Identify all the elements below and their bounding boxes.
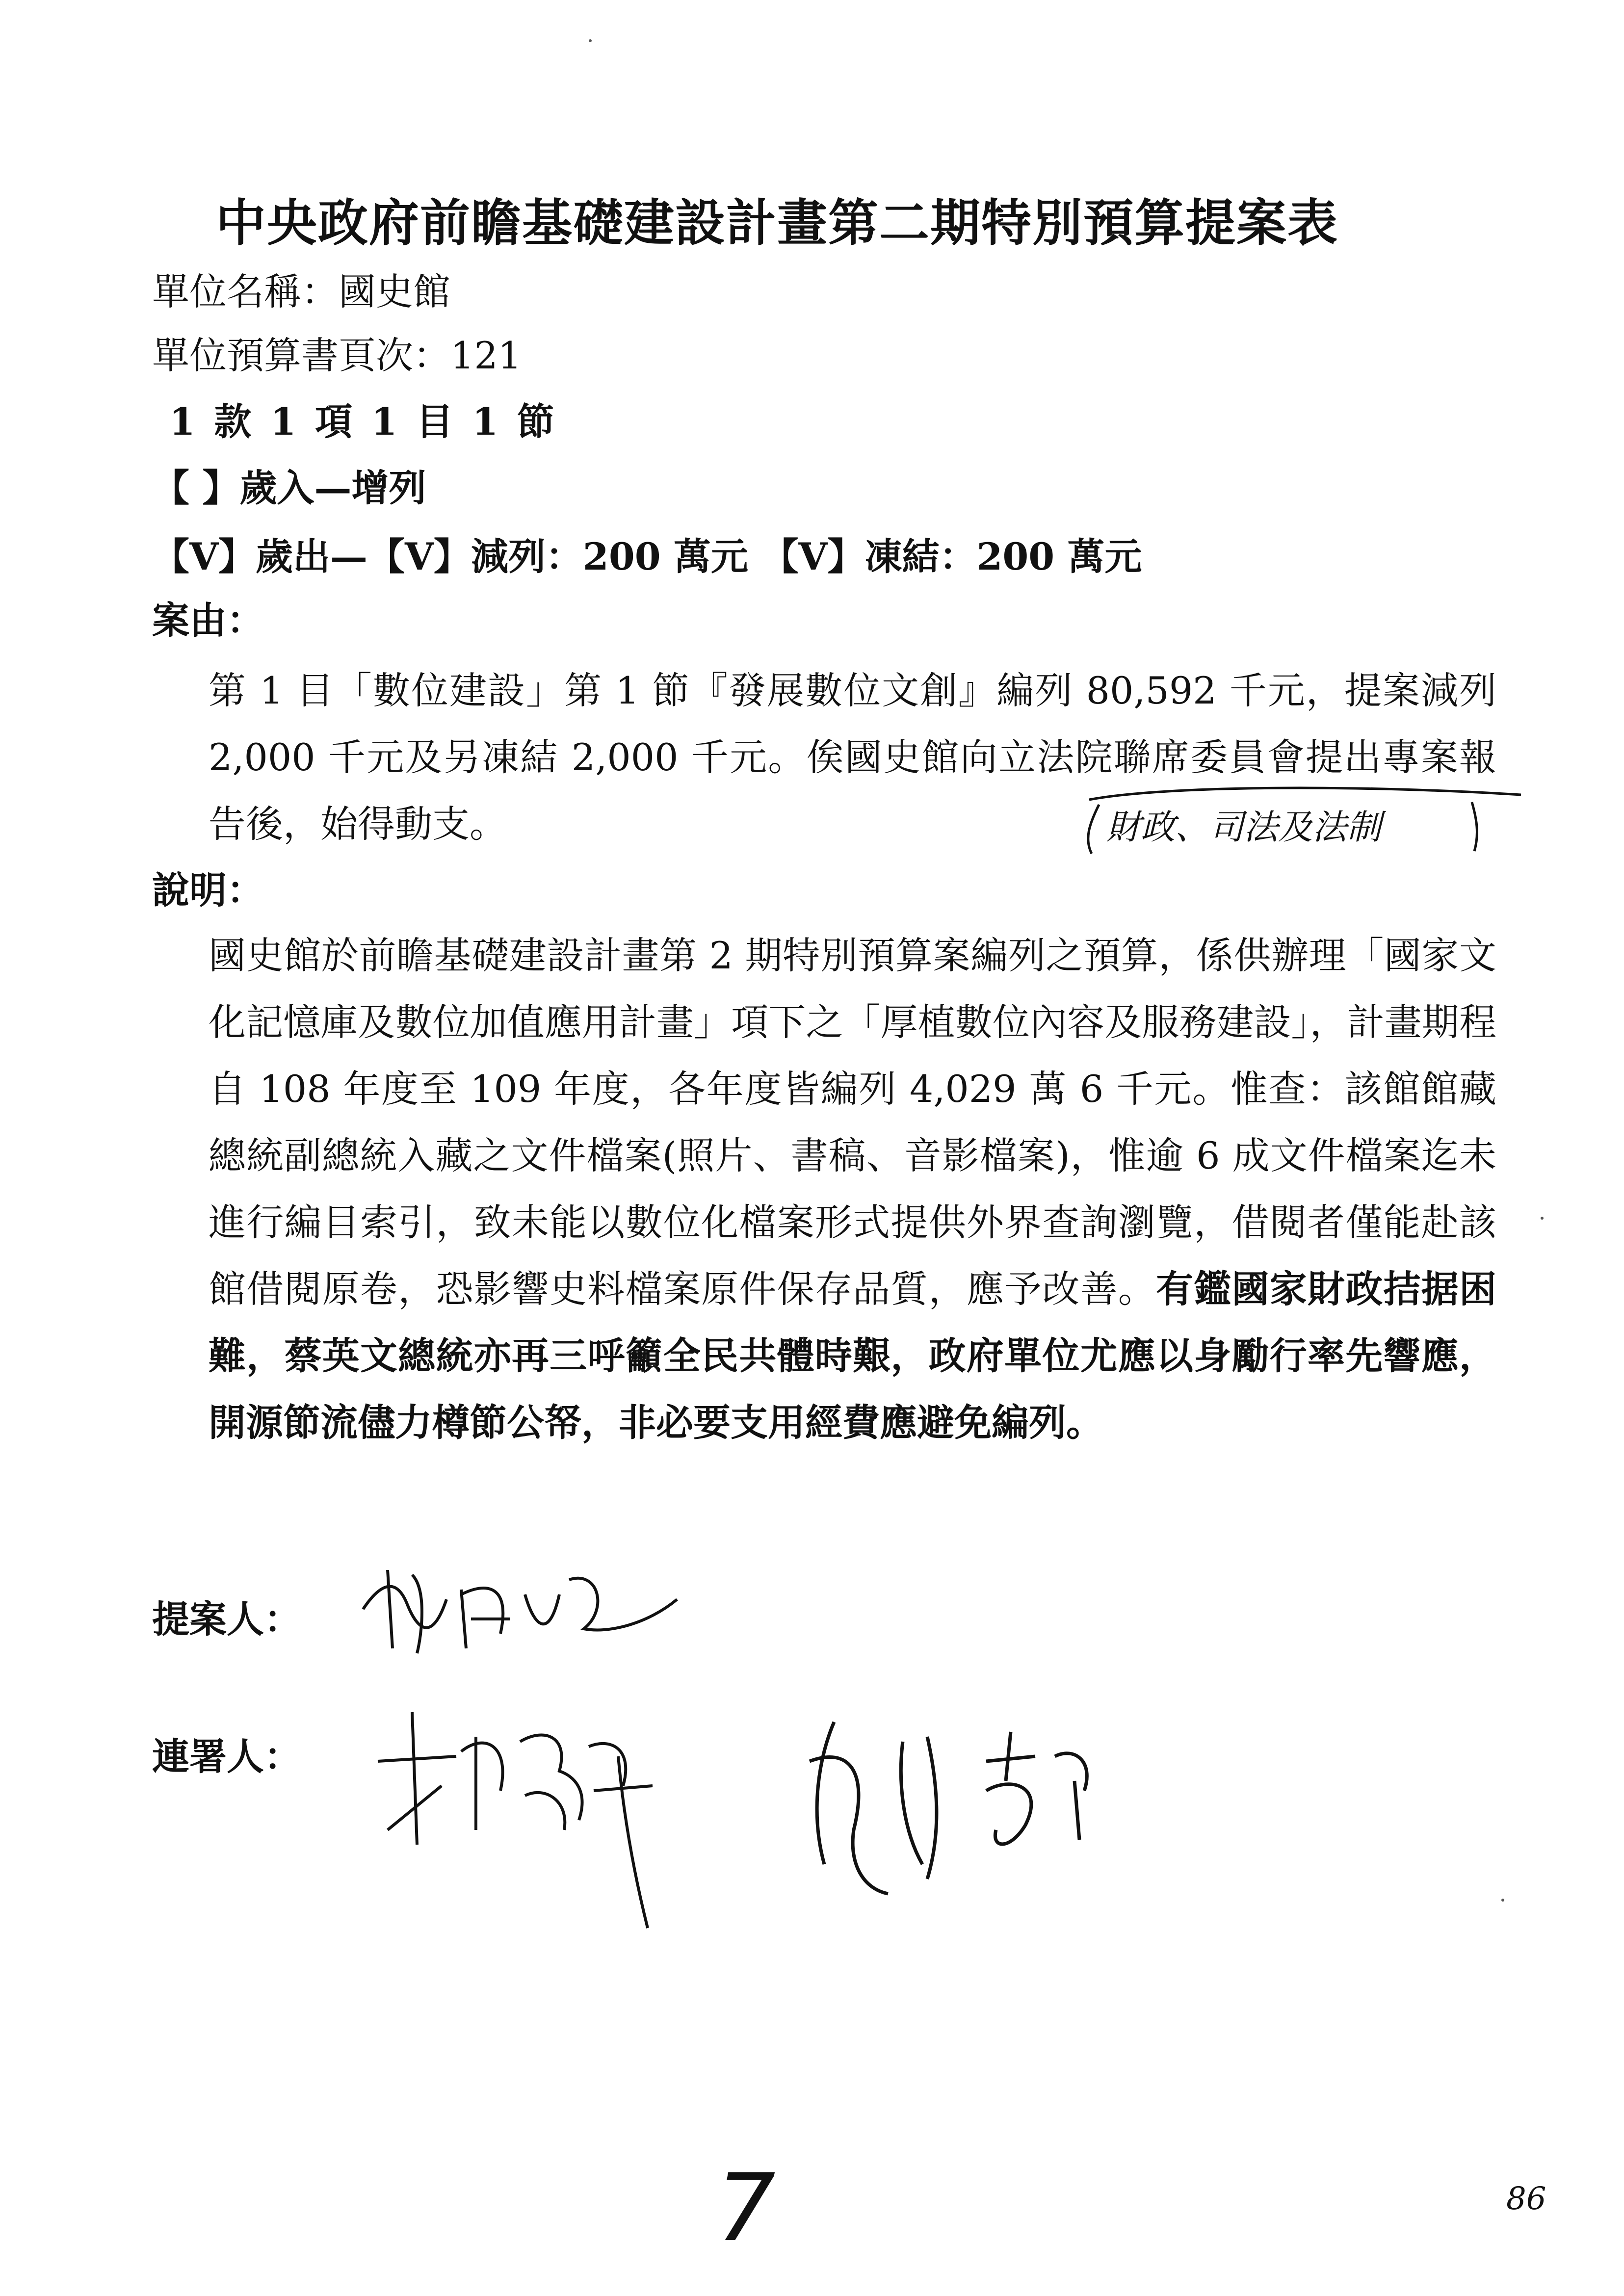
unit-name: 單位名稱：國史館 [152, 270, 450, 313]
budget-section: 1 款 1 項 1 目 1 節 [169, 400, 557, 444]
explanation-body [152, 922, 1496, 1456]
cosigner-label: 連署人： [152, 1735, 301, 1778]
page-number-small: 86 [1506, 2181, 1546, 2217]
explanation-label: 說明： [152, 868, 264, 912]
scan-speck [1501, 1899, 1504, 1902]
cosigner-signature-1 [358, 1683, 702, 1938]
scan-speck [589, 39, 592, 42]
cosigner-signature-1-mark [358, 1683, 702, 1938]
explanation-text: 國史館於前瞻基礎建設計畫第 2 期特別預算案編列之預算，係供辦理「國家文化記憶庫及數位加值應用計畫」項下之「厚植數位內容及服務建設」，計畫期程自 108 年度至 109 年度，各年度皆編列 4,029 萬 6 千元。惟查：該館館藏總統副總統入藏之文件檔案(照片、書稿、音影檔案)，惟逾 6 成文件檔案迄未進行編目索引，致未能以數位化檔案形式提供外界查詢瀏覽，借閱者僅能赴該館借閱原卷，恐影響史料檔案原件保存品質，應予改善。 [209, 934, 1496, 1311]
reason-text: 第 1 目「數位建設」第 1 節『發展數位文創』編列 80,592 千元，提案減列 2,000 千元及另凍結 2,000 千元。俟國史館向立法院聯席委員會提出專案報告後，始得動支。 [209, 669, 1496, 846]
explanation-bold-text: 有鑑國家財政拮据困難，蔡英文總統亦再三呼籲全民共體時艱，政府單位尤應以身勵行率先響應，開源節流儘力樽節公帑，非必要支用經費應避免編列。 [209, 1267, 1497, 1444]
proposer-signature-mark [353, 1550, 697, 1668]
cosigner-signature-2 [780, 1702, 1133, 1908]
explanation-paragraph [152, 922, 1496, 1456]
cosigner-signature-2-mark [780, 1702, 1133, 1908]
document-title: 中央政府前瞻基礎建設計畫第二期特別預算提案表 [216, 194, 1338, 253]
revenue-line: 【 】歲入—增列 [152, 466, 426, 510]
proposer-label: 提案人： [152, 1597, 301, 1641]
handwritten-annotation-icon [1070, 765, 1526, 859]
scan-speck [1541, 1217, 1544, 1220]
handwritten-note-text: 財政、司法及法制 [1106, 807, 1381, 847]
expenditure-line: 【V】歲出—【V】減列：200 萬元 【V】凍結：200 萬元 [152, 535, 1142, 578]
budget-page: 單位預算書頁次：121 [152, 334, 522, 377]
handwritten-annotation [1070, 765, 1526, 861]
page-number: 7 [716, 2154, 776, 2262]
reason-label: 案由： [152, 599, 264, 642]
proposer-signature [353, 1550, 697, 1668]
